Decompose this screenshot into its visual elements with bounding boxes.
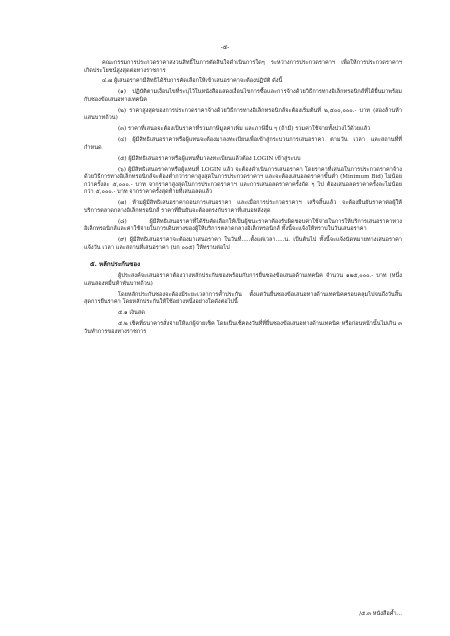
clause-4-7-6: (๖) ผู้มีสิทธิเสนอราคาหรือผู้แทนที่ LOGIN แล้ว จะต้องดำเนินการเสนอราคา โดยราคาที่เสนอในการประกวดราคาจ้าง ด้วยวิธีการทางอิเล็กทรอนิกส์จะต้องต่ำกว่าราคาสูงสุดในการประกวดราคาฯ และจะต้องเสนอลดราคาขั้นต่ำ (Minimum Bid) ไม่น้อยกว่าครั้งละ ๕,๐๐๐.- บาท จากราคาสูงสุดในการประกวดราคาฯ และการเสนอลดราคาครั้งถัด ๆ ไป ต้องเสนอลดราคาครั้งละไม่น้อยกว่า ๕,๐๐๐.- บาท จากราคาครั้งสุดท้ายที่เสนอลดแล้ว xyxy=(84,166,402,196)
clause-4-7-5: (๕) ผู้มีสิทธิเสนอราคาหรือผู้แทนที่มาลงทะเบียนแล้วต้อง LOGIN เข้าสู่ระบบ xyxy=(118,155,301,162)
clause-4-7-3: (๓) ราคาที่เสนอจะต้องเป็นราคาที่รวมภาษีมูลค่าเพิ่ม และภาษีอื่น ๆ (ถ้ามี) รวมค่าใช้จ่ายทั้งปวงไว้ด้วยแล้ว xyxy=(118,126,371,133)
clause-4-7-9: (๙) ผู้มีสิทธิเสนอราคาจะต้องมาเสนอราคา ในวันที่.....ตั้งแต่เวลา.....น. เป็นต้นไป ทั้งนี้จะแจ้งนัดหมายทางเสนอราคาแจ้งวัน เวลา และสถานที่เสนอราคา (บก ๐๐๕) ให้ทราบต่อไป xyxy=(84,237,402,251)
clause-4-7-8: (๘) ผู้มีสิทธิเสนอราคาที่ได้รับคัดเลือกให้เป็นผู้ชนะราคาต้องรับผิดชอบค่าใช้จ่ายในการให้บริการเสนอราคาทางอิเล็กทรอนิกส์และค่าใช้จ่ายในการเดินทางของผู้ให้บริการตลาดกลางอิเล็กทรอนิกส์ ทั้งนี้จะแจ้งให้ทราบในวันเสนอราคา xyxy=(84,218,402,233)
clause-5-2: ๕.๒ เช็คที่ธนาคารสั่งจ่ายให้แก่ผู้จ่ายเช็ค โดยเป็นเช็คลงวันที่ที่ยื่นซองข้อเสนอทางด้านเทคนิค หรือก่อนหน้านั้นไม่เกิน ๓ วันทำการของทางราชการ xyxy=(84,321,402,335)
continuation-note: /๕.๓ หนังสือค้ำ... xyxy=(359,611,402,617)
clause-4-7-7: (๗) ห้ามผู้มีสิทธิเสนอราคาถอนการเสนอราคา และเมื่อการประกวดราคาฯ เสร็จสิ้นแล้ว จะต้องยืนยันราคาต่อผู้ให้บริการตลาดกลางอิเล็กทรอนิกส์ ราคาที่ยืนยันจะต้องตรงกับราคาที่เสนอหลังสุด xyxy=(84,200,402,214)
section-5-intro: ผู้ประสงค์จะเสนอราคาต้องวางหลักประกันซองพร้อมกับการยื่นซองข้อเสนอด้านเทคนิค จำนวน ๑๒๕,๐๐๐.- บาท (หนึ่งแสนสองหมื่นห้าพันบาทถ้วน) xyxy=(84,273,402,287)
section-5-heading: ๕. หลักประกันซอง xyxy=(90,261,141,269)
document-body xyxy=(84,60,402,340)
section-5-validity: โดยหลักประกันซองจะต้องมีระยะเวลาการค้ำประกัน ตั้งแต่วันยื่นซองข้อเสนอทางด้านเทคนิคครอบคลุมไปจนถึงวันสิ้นสุดการยืนราคา โดยหลักประกันให้ใช้อย่างหนึ่งอย่างใดดังต่อไปนี้ xyxy=(84,291,402,306)
clause-4-7-1: (๑) ปฏิบัติตามเงื่อนไขที่ระบุไว้ในหนังสือแสดงเงื่อนไขการซื้อและการจ้างด้วยวิธีการทางอิเล็กทรอนิกส์ที่ได้ยื่นมาพร้อมกับซองข้อเสนอทางเทคนิค xyxy=(84,89,402,103)
paragraph-committee: คณะกรรมการประกวดราคาสงวนสิทธิ์ในการตัดสินใจดำเนินการใดๆ ระหว่างการประกวดราคาฯ เพื่อให้การประกวดราคาฯ เกิดประโยชน์สูงสุดต่อทางราชการ xyxy=(84,60,402,74)
clause-4-7: ๔.๗ ผู้เสนอราคามีสิทธิได้รับการคัดเลือกให้เข้าเสนอราคาจะต้องปฏิบัติ ดังนี้ xyxy=(102,78,283,85)
clause-5-1: ๕.๑ เงินสด xyxy=(118,310,145,317)
clause-4-7-4: (๔) ผู้มีสิทธิเสนอราคาหรือผู้แทนจะต้องมาลงทะเบียนเพื่อเข้าสู่กระบวนการเสนอราคา ตามวัน เวลา และสถานที่ที่กำหนด xyxy=(84,137,402,151)
clause-4-7-2: (๒) ราคาสูงสุดของการประกวดราคาจ้างด้วยวิธีการทางอิเล็กทรอนิกส์จะต้องเริ่มต้นที่ ๒,๕๐๐,๐๐๐.- บาท (สองล้านห้าแสนบาทถ้วน) xyxy=(84,107,402,122)
page-number: -๕- xyxy=(220,44,230,51)
